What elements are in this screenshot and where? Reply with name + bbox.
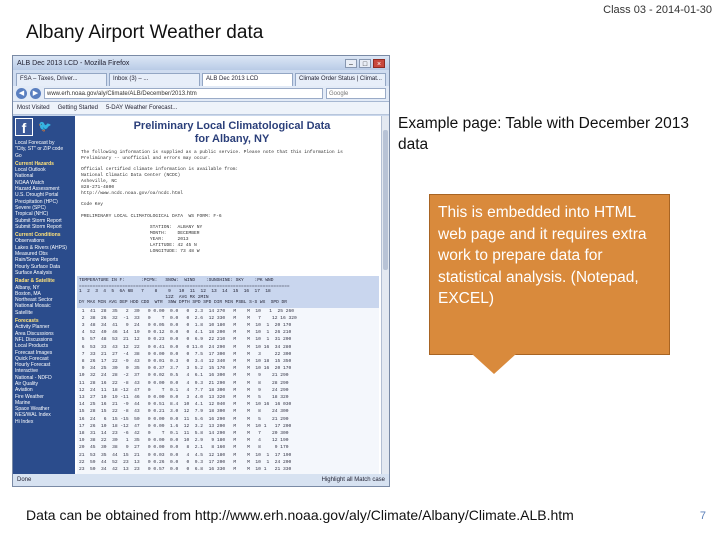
close-icon[interactable]: ×	[373, 59, 385, 68]
status-left: Done	[17, 477, 32, 483]
nav-link[interactable]: Submit Storm Report	[15, 217, 62, 224]
nav-link[interactable]: Hazard Assessment	[15, 186, 60, 193]
callout-box: This is embedded into HTML web page and it requires extra work to prepare data for statistical analysis. (Notepad, EXCEL)	[429, 194, 670, 355]
nav-section-heading[interactable]: Current Hazards	[15, 160, 54, 167]
table-row: 2 38 26 32 -1 33 0 T 0.0 0 2.6 12 330 M M 7 12 16 320	[79, 315, 297, 321]
nav-link[interactable]: National Mosaic	[15, 303, 51, 310]
nav-link[interactable]: Forecast Images	[15, 349, 53, 356]
slide-header-tag: Class 03 - 2014-01-30	[603, 4, 712, 16]
nav-go-button[interactable]: Go	[15, 152, 22, 159]
vertical-scrollbar[interactable]	[381, 116, 389, 474]
nav-link[interactable]: Measured Obs	[15, 251, 48, 258]
table-row: 23 50 34 42 13 23 0 0.57 0.0 0 6.8 16 330 M M 10 1 21 330	[79, 466, 292, 472]
table-body	[77, 308, 379, 481]
table-row: 8 26 17 22 -9 43 0 0.01 0.3 0 3.4 12 340 M M 10 18 15 350	[79, 358, 292, 364]
nav-link[interactable]: Northeast Sector	[15, 297, 53, 304]
social-icons	[15, 118, 73, 136]
nav-link[interactable]: Activity Planner	[15, 324, 50, 331]
table-row: 20 45 30 38 9 27 0 0.00 0.0 8 2.1 8 160 M M 8 9 170	[79, 445, 289, 451]
nav-link[interactable]: Boston, MA	[15, 290, 41, 297]
page-viewport	[13, 116, 389, 474]
nav-link[interactable]: Hourly Surface Data	[15, 263, 61, 270]
table-row: 14 25 16 21 -9 44 0 0.51 8.4 10 4.1 12 040 M M 10 16 16 030	[79, 402, 292, 408]
table-row: 16 24 6 15 -15 50 0 0.00 0.0 11 5.6 16 290 M M 5 21 290	[79, 416, 289, 422]
table-row: 4 52 40 46 14 19 0 0.12 0.0 0 4.1 18 200 M M 10 1 26 210	[79, 330, 292, 336]
browser-tab[interactable]: FSA – Taxes, Driver...	[16, 73, 107, 86]
table-row: 6 53 33 43 12 22 0 0.41 0.0 0 11.0 24 290 M M 10 16 34 280	[79, 344, 292, 350]
table-row: 15 28 15 22 -8 43 0 0.21 3.0 12 7.9 18 300 M M 8 24 300	[79, 409, 289, 415]
webpage-title	[75, 116, 389, 146]
nav-link[interactable]: NOAA Watch	[15, 179, 45, 186]
forward-icon[interactable]: ▶	[30, 88, 41, 99]
nav-link[interactable]: Aviation	[15, 387, 33, 394]
nav-link[interactable]: Observations	[15, 238, 45, 245]
browser-tabbar	[13, 70, 389, 86]
status-right: Highlight all Match case	[321, 477, 385, 483]
browser-navbar	[13, 86, 389, 102]
nav-link[interactable]: Tropical (NHC)	[15, 211, 49, 218]
table-header: TEMPERATURE IN F: :PCPN: SNOW: WIND :SUNSHINE: SKY :PK WND ============================================================================== 1 2 3 4 5 6A 6B 7 8 9 10 11 12 13 14 15 16 17 18 12Z AVG MX 2MIN DY MAX MIN AVG DEP HDD CDD WTR SNW DPTH SPD SPD DIR MIN PSBL S-S WX SPD DR	[77, 276, 379, 308]
bookmark-item[interactable]: Getting Started	[57, 105, 98, 111]
bookmarks-bar	[13, 102, 389, 115]
table-row: 7 33 21 27 -4 38 0 0.00 0.0 0 7.5 17 300 M M 3 22 300	[79, 351, 292, 357]
table-row: 22 59 44 52 23 13 0 0.26 0.0 0 9.3 17 200 M M 10 1 24 200	[79, 459, 292, 465]
nav-link[interactable]: NFL Discussions	[15, 336, 53, 343]
minimize-icon[interactable]: –	[345, 59, 357, 68]
nav-link[interactable]: "City, ST" or ZIP code	[15, 146, 64, 153]
nav-link[interactable]: Satellite	[15, 309, 33, 316]
nav-link[interactable]: Interactive	[15, 368, 39, 375]
browser-screenshot	[12, 55, 390, 487]
nav-section-heading[interactable]: Radar & Satellite	[15, 278, 55, 285]
nav-link[interactable]: NES/WAL Index	[15, 412, 51, 419]
browser-titlebar	[13, 56, 389, 70]
nav-link[interactable]: Lakes & Rivers (AHPS)	[15, 244, 67, 251]
nav-link[interactable]: Marine	[15, 399, 31, 406]
browser-tab[interactable]: Climate Order Status | Climat...	[295, 73, 386, 86]
twitter-icon[interactable]: 🐦	[38, 121, 52, 133]
example-description: Example page: Table with December 2013 data	[398, 115, 689, 153]
browser-window-title: ALB Dec 2013 LCD - Mozilla Firefox	[17, 59, 130, 67]
webpage-title-line: for Albany, NY	[194, 133, 270, 145]
nav-link[interactable]: Hourly Forecast	[15, 362, 51, 369]
facebook-icon[interactable]: f	[15, 118, 33, 136]
webpage-left-nav	[13, 116, 75, 474]
table-row: 17 26 10 18 -12 47 0 0.09 1.6 12 3.2 13 200 M M 10 1 17 200	[79, 423, 292, 429]
nav-link[interactable]: Submit Storm Report	[15, 223, 62, 230]
webpage-content	[75, 116, 389, 474]
table-row: 18 31 14 23 -6 42 0 T 0.1 11 5.8 14 290 M M 7 20 300	[79, 430, 289, 436]
nav-link[interactable]: Space Weather	[15, 406, 50, 413]
nav-link[interactable]: Albany, NY	[15, 284, 40, 291]
nav-link[interactable]: Air Quality	[15, 380, 39, 387]
nav-link[interactable]: Area Discussions	[15, 330, 54, 337]
table-row: 13 27 10 19 -11 46 0 0.00 0.0 3 4.0 13 320 M M 5 18 320	[79, 394, 289, 400]
back-icon[interactable]: ◀	[16, 88, 27, 99]
nav-link[interactable]: Local Outlook	[15, 167, 46, 174]
nav-link[interactable]: Local Products	[15, 343, 49, 350]
callout-tail	[472, 354, 516, 374]
table-row: 5 57 48 53 21 12 0 0.23 0.0 0 6.9 22 210 M M 10 1 31 200	[79, 337, 292, 343]
bookmark-item[interactable]: Most Visited	[17, 105, 50, 111]
scrollbar-thumb[interactable]	[383, 130, 388, 270]
footer-source-text: Data can be obtained from http://www.erh.noaa.gov/aly/Climate/Albany/Climate.ALB.htm	[26, 507, 574, 523]
maximize-icon[interactable]: □	[359, 59, 371, 68]
nav-link[interactable]: National	[15, 173, 34, 180]
nav-link[interactable]: U.S. Drought Portal	[15, 192, 59, 199]
nav-sections	[15, 161, 73, 425]
nav-link[interactable]: Rain/Snow Reports	[15, 257, 59, 264]
nav-link[interactable]: Severe (SPC)	[15, 204, 46, 211]
nav-link[interactable]: Hi Index	[15, 418, 34, 425]
webpage-intro-text: The following information is supplied as a public service. Please note that this information is Preliminary -- unofficial and errors may occur. Official certified climate information is available from: National Climatic Data Center (NCDC) Asheville, NC 828-271-4800 http://www.ncdc.noaa.gov/oa/ncdc.html Code Key PRELIMINARY LOCAL CLIMATOLOGICAL DATA WS FORM: F-6 STATION: ALBANY NY MONTH: DECEMBER YEAR: 2013 LATITUDE: 42 45 N LONGITUDE: 73 48 W	[81, 150, 343, 254]
nav-link[interactable]: Precipitation (HPC)	[15, 198, 58, 205]
webpage-title-line: Preliminary Local Climatological Data	[133, 120, 331, 132]
page-number: 7	[699, 510, 706, 522]
nav-section-heading[interactable]: Forecasts	[15, 318, 39, 325]
nav-link[interactable]: Local Forecast by	[15, 140, 55, 146]
table-row: 10 32 24 28 -2 37 0 0.02 0.5 4 6.1 16 300 M M 9 21 290	[79, 373, 289, 379]
table-row: 11 28 16 22 -8 43 0 0.00 0.0 4 9.3 21 290 M M 8 28 290	[79, 380, 289, 386]
url-input[interactable]: www.erh.noaa.gov/aly/Climate/ALB/December/2013.htm	[44, 88, 323, 99]
table-row: 9 34 25 30 0 35 0 0.37 3.7 3 5.2 15 170 M M 10 16 20 170	[79, 366, 292, 372]
browser-tab-active[interactable]: ALB Dec 2013 LCD	[202, 73, 293, 86]
slide-title: Albany Airport Weather data	[26, 22, 264, 43]
table-row: 12 24 11 18 -12 47 0 T 0.1 4 7.7 18 300 M M 9 24 290	[79, 387, 289, 393]
nav-link[interactable]: Quick Forecast	[15, 355, 49, 362]
nav-link[interactable]: Fire Weather	[15, 393, 44, 400]
browser-statusbar	[13, 474, 389, 486]
nav-link[interactable]: Surface Analysis	[15, 269, 52, 276]
bookmark-item[interactable]: 5-DAY Weather Forecast...	[105, 105, 178, 111]
table-row: 1 41 28 35 2 30 0 0.00 0.0 0 2.3 14 270 M M 10 1 25 260	[79, 308, 295, 314]
browser-tab[interactable]: Inbox (3) – ...	[109, 73, 200, 86]
table-row: 19 38 22 30 1 35 0 0.00 0.0 10 2.9 9 180 M M 4 12 190	[79, 438, 289, 444]
nav-link[interactable]: National - NDFD	[15, 374, 52, 381]
nav-section-heading[interactable]: Current Conditions	[15, 232, 61, 239]
table-row: 21 53 35 44 15 21 0 0.03 0.0 4 4.5 12 180 M M 10 1 17 190	[79, 452, 292, 458]
climate-data-table	[77, 276, 379, 474]
table-row: 3 48 34 41 9 24 0 0.05 0.0 0 1.8 10 180 M M 10 1 20 170	[79, 322, 292, 328]
search-input[interactable]: Google	[326, 88, 386, 99]
